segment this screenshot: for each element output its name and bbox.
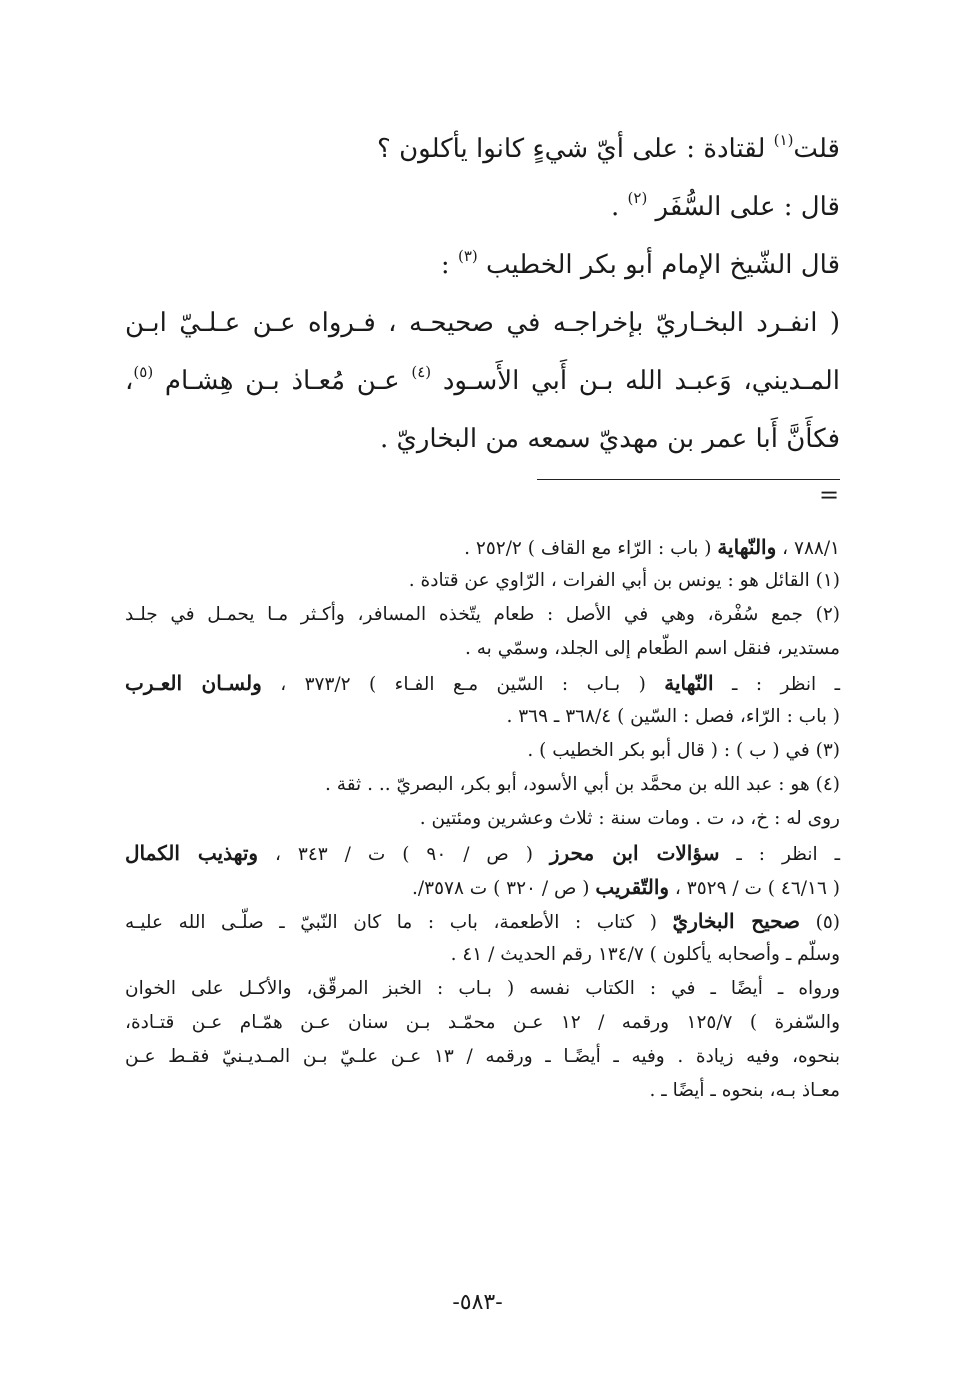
text-segment: لقتادة : على أيّ شيءٍ كانوا يأكلون ؟ [377,134,774,164]
footnote-4-line-3 [125,836,840,870]
footnote-5-line-6: معـاذ بـه، بنحوه ـ أيضًا ـ . [649,1080,840,1101]
footnote-3: (٣) في ( ب ) : ( قال أبو بكر الخطيب ) . [527,740,840,761]
text-segment: (٥) [800,912,840,933]
text-segment: ، [125,366,134,396]
footnote-2-line-4: ( باب : الرّاء، فصل : السّين ) ٣٦٨/٤ ـ ٣٦٩ . [506,706,840,727]
bold-reference: ولسـان العـرب [125,671,262,695]
footnote-ref-5[interactable]: (٥) [133,363,154,381]
main-line-1 [125,120,840,178]
bold-reference: سؤالات ابن محرز [549,841,720,865]
footnote-ref-2[interactable]: (٢) [627,189,648,207]
text-segment: قال الشّيخ الإمام أبو بكر الخطيب [477,250,840,280]
bold-reference: النّهاية [664,671,714,695]
footnote-ref-3[interactable]: (٣) [457,247,478,265]
footnote-4-line-1: (٤) هو : عبد الله بن محمَّد بن أبي الأسود، أبو بكر، البصريّ .. . ثقة . [325,774,840,795]
footnote-5-line-5: بنحوه، وفيه زيادة . وفيه ـ أيضًـا ـ ورقمه / ١٣ عـن علـيّ بـن المـديـنيّ فقـط عـن [125,1046,840,1067]
footnote-4-line-4 [125,870,840,904]
text-segment: : [440,250,458,280]
footnote-1: (١) القائل هو : يونس بن أبي الفرات ، الرّاوي عن قتادة . [408,570,840,591]
main-line-3 [125,236,840,294]
bold-reference: وتهذيب الكمال [125,841,259,865]
text-segment: المـديني، وَعبـد الله بـن أَبي الأَسـود [431,366,840,396]
footnote-5-line-2: وسلّم ـ وأصحابه يأكلون ) ١٣٤/٧ رقم الحديث / ٤١ . [450,944,840,965]
main-paragraph-line-1: ( انفـرد البخـاريّ بإخراجـه في صحيحـه ، فـرواه عـن عـلـيّ ابـن [125,308,840,338]
text-segment: قال : على السُّفَر [647,192,840,222]
text-segment: . [610,192,628,222]
footnotes [125,530,840,1108]
footnote-ref-4[interactable]: (٤) [411,363,432,381]
main-paragraph-line-2 [125,352,840,410]
text-segment: قلت [793,134,840,164]
text-segment: ( ص / ٩٠ ) ت / ٣٤٣ ، [258,844,550,865]
main-text [125,120,840,468]
page-number: -٥٨٣- [452,1290,503,1315]
bold-reference: والتّقريب [595,875,670,899]
text-segment: عـن مُعـاذ بـن هِشـام [153,366,412,396]
bold-reference: صحيح البخاريّ [672,909,801,933]
footnote-2-line-1: (٢) جمع سُفْرة، وهي في الأصل : طعام يتّخذه المسافر، وأكـثر مـا يحمـل في جلـد [125,604,840,625]
footnote-2-line-3 [125,666,840,700]
footnote-4-line-2: روى له : خ، د، ت . ومات سنة : ثلاث وعشرين ومئتين . [419,808,840,829]
footnote-2-line-2: مستدير، فنقل اسم الطّعام إلى الجلد، وسمّي به . [464,638,840,659]
text-segment: ( باب : الرّاء مع القاف ) ٢٥٢/٢ . [464,538,718,559]
text-segment: ٧٨٨/١ ، [776,538,840,559]
text-segment: ( بـاب : السّين مـع الفـاء ) ٣٧٣/٢ ، [261,674,665,695]
footnote-continued-line [125,530,840,564]
footnote-separator-rule [537,479,840,480]
main-paragraph-line-3: فكأَنَّ أَبا عمر بن مهديّ سمعه من البخاريّ . [379,424,840,454]
footnote-ref-1[interactable]: (١) [773,131,794,149]
continuation-mark: = [818,481,840,509]
text-segment: ـ انظر : ـ [719,844,840,865]
text-segment: ( كتاب : الأطعمة، باب : ما كان النّبيّ ـ صلّـى الله عليـه [125,912,673,933]
text-segment: ( ص / ٣٢٠ ) ت ٣٥٧٨/. [412,878,596,899]
footnote-5-line-1 [125,904,840,938]
bold-reference: والنّهاية [717,535,777,559]
footnote-5-line-4: والسّفرة ) ١٢٥/٧ ورقمه / ١٢ عـن محمّـد بـن سنان عـن همّـام عـن قتـادة، [125,1012,841,1033]
main-line-2 [125,178,840,236]
text-segment: ( ٤٦/١٦ ) ت / ٣٥٢٩ ، [669,878,840,899]
text-segment: ـ انظر : ـ [713,674,840,695]
footnote-5-line-3: ورواه ـ أيضًا ـ في : الكتاب نفسه ( بـاب : الخبز المرقّق، والأكـل على الخوان [125,978,840,999]
